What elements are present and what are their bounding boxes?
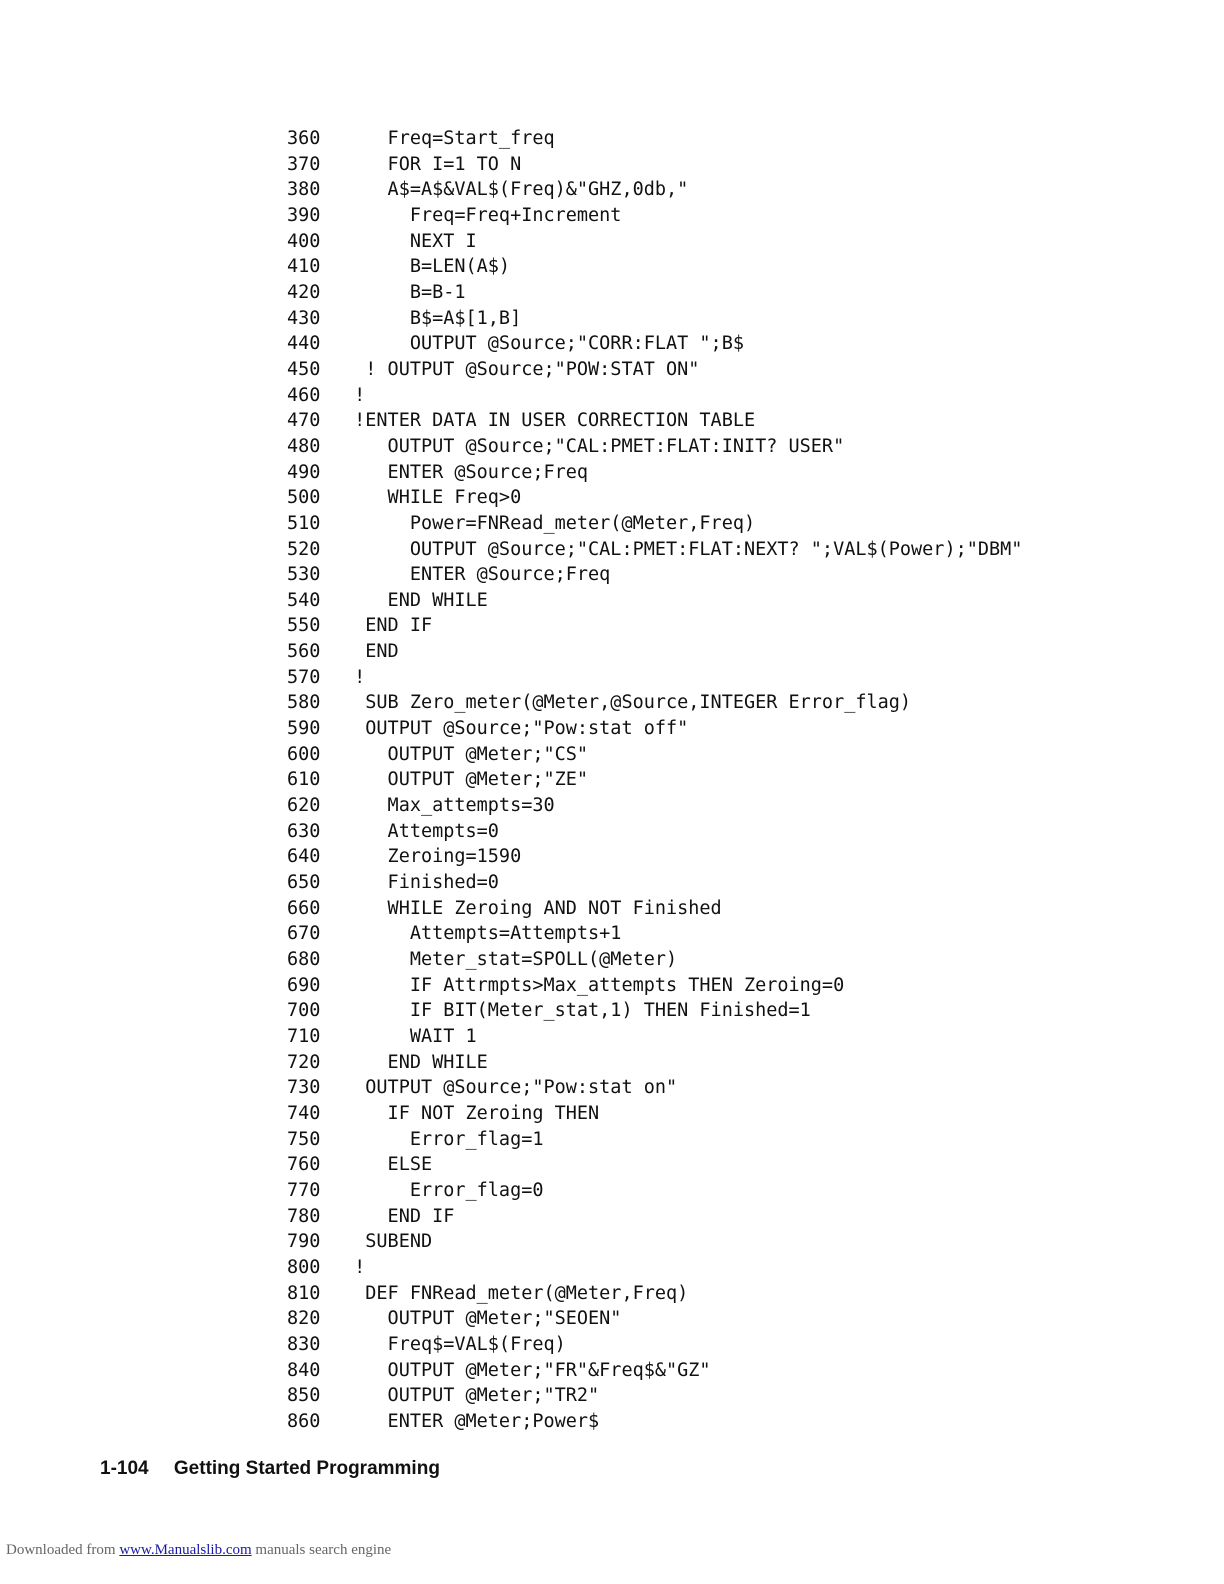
line-code: B=B-1 bbox=[343, 281, 466, 303]
line-number: 450 bbox=[287, 358, 321, 380]
line-code: WHILE Freq>0 bbox=[343, 487, 522, 509]
code-line bbox=[287, 152, 1022, 178]
line-number: 600 bbox=[287, 743, 321, 765]
code-line bbox=[287, 331, 1022, 357]
line-number: 740 bbox=[287, 1102, 321, 1124]
line-code: Attempts=Attempts+1 bbox=[343, 923, 622, 945]
code-line bbox=[287, 1255, 1022, 1281]
code-line bbox=[287, 665, 1022, 691]
line-number: 540 bbox=[287, 589, 321, 611]
line-code: WHILE Zeroing AND NOT Finished bbox=[343, 897, 722, 919]
line-number: 780 bbox=[287, 1205, 321, 1227]
line-code: IF Attrmpts>Max_attempts THEN Zeroing=0 bbox=[343, 974, 845, 996]
line-code: FOR I=1 TO N bbox=[343, 153, 522, 175]
line-code: Freq=Start_freq bbox=[343, 128, 555, 149]
code-line bbox=[287, 1383, 1022, 1409]
line-code: END IF bbox=[343, 1205, 455, 1227]
section-title: Getting Started Programming bbox=[173, 1458, 440, 1479]
code-line bbox=[287, 639, 1022, 665]
line-number: 790 bbox=[287, 1231, 321, 1253]
line-number: 470 bbox=[287, 410, 321, 432]
code-line bbox=[287, 1358, 1022, 1384]
line-number: 730 bbox=[287, 1077, 321, 1099]
line-code: END WHILE bbox=[343, 589, 488, 611]
line-code: OUTPUT @Source;"Pow:stat off" bbox=[343, 718, 689, 740]
code-line bbox=[287, 767, 1022, 793]
code-line bbox=[287, 588, 1022, 614]
line-code: IF NOT Zeroing THEN bbox=[343, 1102, 600, 1124]
line-number: 850 bbox=[287, 1385, 321, 1407]
line-code: Freq$=VAL$(Freq) bbox=[343, 1333, 566, 1355]
code-line bbox=[287, 485, 1022, 511]
code-line bbox=[287, 460, 1022, 486]
code-line bbox=[287, 844, 1022, 870]
download-note-prefix: Downloaded from bbox=[6, 1542, 116, 1558]
line-number: 490 bbox=[287, 461, 321, 483]
line-code: SUBEND bbox=[343, 1231, 433, 1253]
code-line bbox=[287, 306, 1022, 332]
code-line bbox=[287, 280, 1022, 306]
line-code: ELSE bbox=[343, 1154, 433, 1176]
line-number: 690 bbox=[287, 974, 321, 996]
line-number: 590 bbox=[287, 718, 321, 740]
code-listing bbox=[287, 126, 1022, 1434]
line-code: ENTER @Meter;Power$ bbox=[343, 1410, 600, 1432]
line-code: IF BIT(Meter_stat,1) THEN Finished=1 bbox=[343, 1000, 811, 1022]
line-number: 440 bbox=[287, 333, 321, 355]
code-line bbox=[287, 1075, 1022, 1101]
code-line bbox=[287, 819, 1022, 845]
manualslib-link[interactable]: www.Manualslib.com bbox=[119, 1542, 252, 1558]
line-number: 370 bbox=[287, 153, 321, 175]
code-line bbox=[287, 177, 1022, 203]
line-code: !ENTER DATA IN USER CORRECTION TABLE bbox=[343, 410, 756, 432]
code-line bbox=[287, 511, 1022, 537]
code-line bbox=[287, 1409, 1022, 1435]
code-line bbox=[287, 126, 1022, 152]
line-code: OUTPUT @Meter;"ZE" bbox=[343, 769, 589, 791]
line-number: 820 bbox=[287, 1308, 321, 1330]
line-number: 680 bbox=[287, 949, 321, 970]
code-line bbox=[287, 998, 1022, 1024]
line-code: ! OUTPUT @Source;"POW:STAT ON" bbox=[343, 358, 700, 380]
line-number: 650 bbox=[287, 872, 321, 894]
line-number: 660 bbox=[287, 897, 321, 919]
line-number: 840 bbox=[287, 1359, 321, 1381]
line-code: OUTPUT @Source;"CAL:PMET:FLAT:NEXT? ";VAL$(Power);"DBM" bbox=[343, 538, 1023, 560]
line-code: Zeroing=1590 bbox=[343, 846, 522, 868]
line-number: 550 bbox=[287, 615, 321, 637]
page-number: 1-104 bbox=[100, 1458, 149, 1479]
line-code: END bbox=[343, 641, 399, 663]
line-code: END IF bbox=[343, 615, 433, 637]
download-note-suffix: manuals search engine bbox=[255, 1542, 392, 1558]
line-number: 800 bbox=[287, 1256, 321, 1278]
line-number: 380 bbox=[287, 179, 321, 201]
line-code: Max_attempts=30 bbox=[343, 795, 555, 817]
code-line bbox=[287, 1229, 1022, 1255]
line-code: ENTER @Source;Freq bbox=[343, 564, 611, 586]
download-note bbox=[6, 1542, 391, 1559]
code-line bbox=[287, 434, 1022, 460]
code-line bbox=[287, 1332, 1022, 1358]
code-line bbox=[287, 1127, 1022, 1153]
code-line bbox=[287, 690, 1022, 716]
line-code: Power=FNRead_meter(@Meter,Freq) bbox=[343, 512, 756, 534]
line-number: 860 bbox=[287, 1410, 321, 1432]
line-code: B$=A$[1,B] bbox=[343, 307, 522, 329]
code-line bbox=[287, 254, 1022, 280]
line-code: Freq=Freq+Increment bbox=[343, 204, 622, 226]
line-code: ! bbox=[343, 384, 366, 406]
code-line bbox=[287, 613, 1022, 639]
code-line bbox=[287, 1024, 1022, 1050]
line-code: Finished=0 bbox=[343, 872, 499, 894]
line-code: OUTPUT @Meter;"SEOEN" bbox=[343, 1308, 622, 1330]
code-line bbox=[287, 947, 1022, 973]
line-code: NEXT I bbox=[343, 230, 477, 252]
line-number: 670 bbox=[287, 923, 321, 945]
line-code: OUTPUT @Source;"CORR:FLAT ";B$ bbox=[343, 333, 744, 355]
line-code: END WHILE bbox=[343, 1051, 488, 1073]
line-number: 500 bbox=[287, 487, 321, 509]
line-number: 560 bbox=[287, 641, 321, 663]
line-code: DEF FNRead_meter(@Meter,Freq) bbox=[343, 1282, 689, 1304]
line-number: 510 bbox=[287, 512, 321, 534]
code-line bbox=[287, 537, 1022, 563]
code-line bbox=[287, 742, 1022, 768]
code-line bbox=[287, 870, 1022, 896]
line-code: A$=A$&VAL$(Freq)&"GHZ,0db," bbox=[343, 179, 689, 201]
line-code: Error_flag=1 bbox=[343, 1128, 544, 1150]
line-number: 420 bbox=[287, 281, 321, 303]
line-number: 390 bbox=[287, 204, 321, 226]
code-line bbox=[287, 357, 1022, 383]
code-line bbox=[287, 1204, 1022, 1230]
line-number: 580 bbox=[287, 692, 321, 714]
line-number: 640 bbox=[287, 846, 321, 868]
line-code: Meter_stat=SPOLL(@Meter) bbox=[343, 949, 678, 970]
line-number: 710 bbox=[287, 1025, 321, 1047]
line-number: 400 bbox=[287, 230, 321, 252]
line-code: Error_flag=0 bbox=[343, 1179, 544, 1201]
code-line bbox=[287, 921, 1022, 947]
page-footer bbox=[100, 1458, 440, 1480]
code-line bbox=[287, 1281, 1022, 1307]
line-number: 770 bbox=[287, 1179, 321, 1201]
line-number: 720 bbox=[287, 1051, 321, 1073]
code-line bbox=[287, 973, 1022, 999]
line-code: OUTPUT @Meter;"FR"&Freq$&"GZ" bbox=[343, 1359, 711, 1381]
line-code: ENTER @Source;Freq bbox=[343, 461, 589, 483]
line-number: 530 bbox=[287, 564, 321, 586]
line-number: 460 bbox=[287, 384, 321, 406]
line-number: 810 bbox=[287, 1282, 321, 1304]
line-number: 570 bbox=[287, 666, 321, 688]
line-code: WAIT 1 bbox=[343, 1025, 477, 1047]
line-code: ! bbox=[343, 1256, 366, 1278]
code-line bbox=[287, 562, 1022, 588]
line-number: 760 bbox=[287, 1154, 321, 1176]
line-code: OUTPUT @Source;"CAL:PMET:FLAT:INIT? USER" bbox=[343, 435, 845, 457]
line-code: B=LEN(A$) bbox=[343, 256, 511, 278]
line-number: 410 bbox=[287, 256, 321, 278]
code-line bbox=[287, 1306, 1022, 1332]
code-line bbox=[287, 1050, 1022, 1076]
line-number: 750 bbox=[287, 1128, 321, 1150]
line-number: 610 bbox=[287, 769, 321, 791]
code-line bbox=[287, 203, 1022, 229]
code-line bbox=[287, 1152, 1022, 1178]
line-number: 630 bbox=[287, 820, 321, 842]
line-code: Attempts=0 bbox=[343, 820, 499, 842]
line-code: OUTPUT @Source;"Pow:stat on" bbox=[343, 1077, 678, 1099]
code-line bbox=[287, 408, 1022, 434]
line-number: 620 bbox=[287, 795, 321, 817]
code-line bbox=[287, 383, 1022, 409]
code-line bbox=[287, 716, 1022, 742]
line-number: 520 bbox=[287, 538, 321, 560]
code-line bbox=[287, 229, 1022, 255]
line-number: 480 bbox=[287, 435, 321, 457]
line-code: OUTPUT @Meter;"CS" bbox=[343, 743, 589, 765]
code-line bbox=[287, 1178, 1022, 1204]
line-code: SUB Zero_meter(@Meter,@Source,INTEGER Error_flag) bbox=[343, 692, 912, 714]
line-code: ! bbox=[343, 666, 366, 688]
code-line bbox=[287, 896, 1022, 922]
code-line bbox=[287, 1101, 1022, 1127]
line-number: 700 bbox=[287, 1000, 321, 1022]
line-number: 830 bbox=[287, 1333, 321, 1355]
line-number: 430 bbox=[287, 307, 321, 329]
code-line bbox=[287, 793, 1022, 819]
line-number: 360 bbox=[287, 128, 321, 149]
line-code: OUTPUT @Meter;"TR2" bbox=[343, 1385, 600, 1407]
